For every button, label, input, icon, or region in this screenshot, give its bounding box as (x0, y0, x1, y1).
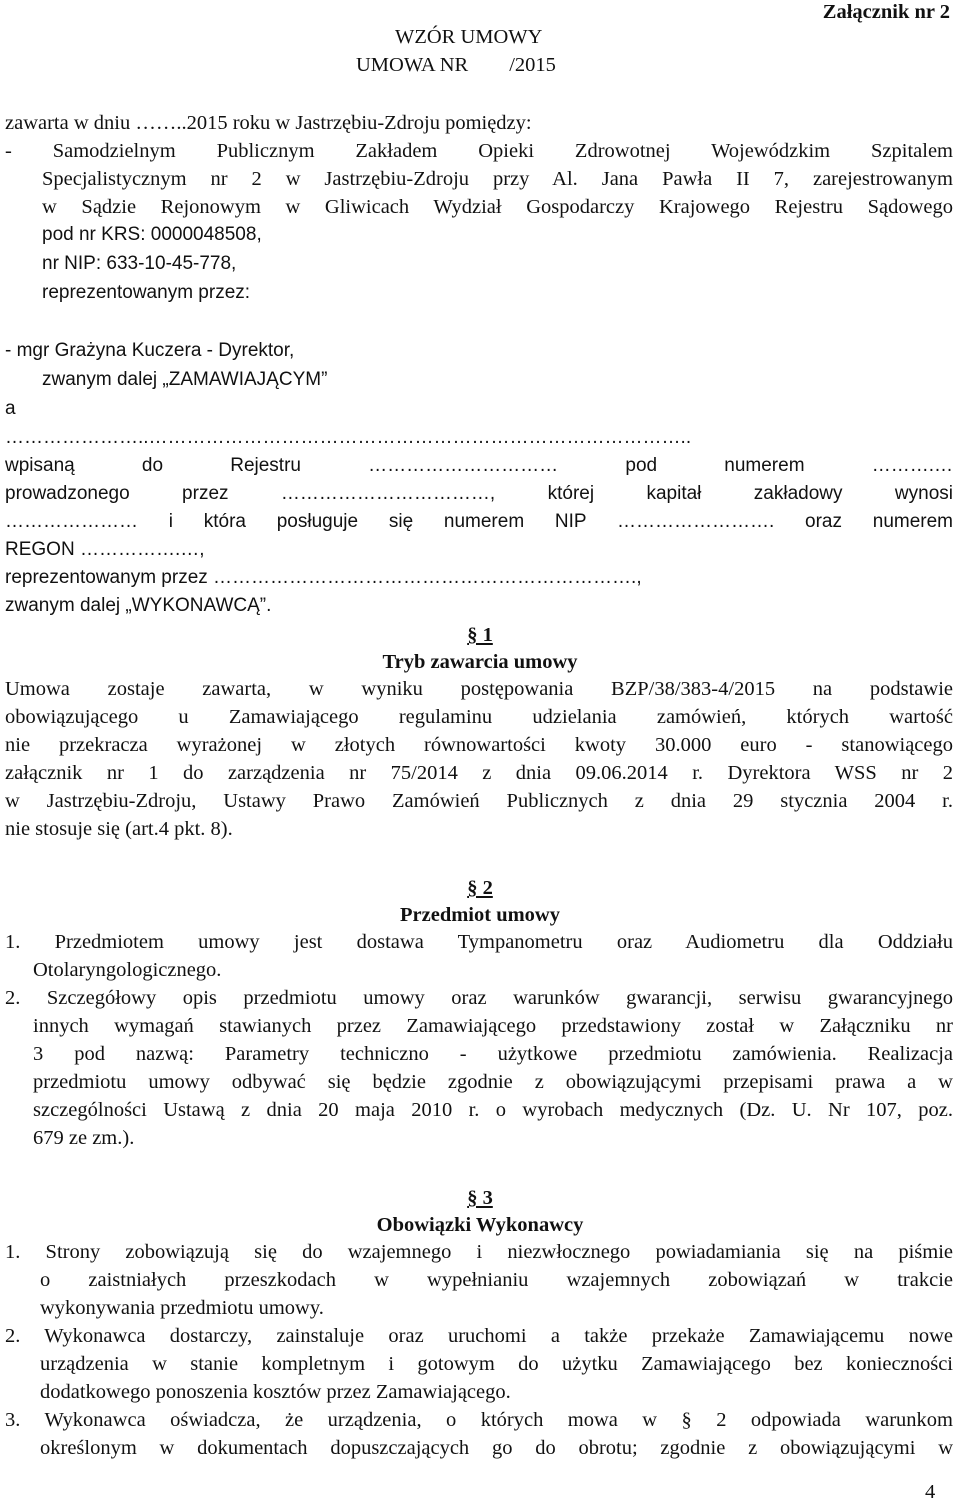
party-2-name-blank: …………………..………………………………………………………………………….. (5, 427, 692, 448)
section-2-line: 679 ze zm.). (33, 1127, 135, 1149)
section-3-line: 2. Wykonawca dostarczy, zainstaluje oraz uruchomi a także przekaże Zamawiającemu nowe (5, 1325, 953, 1347)
section-2-line: innych wymagań stawianych przez Zamawiającego przedstawiony został w Załączniku nr (33, 1015, 953, 1037)
party-1-nip: nr NIP: 633-10-45-778, (42, 253, 237, 274)
section-2-line: Otolaryngologicznego. (33, 959, 222, 981)
party-2-alias: zwanym dalej „WYKONAWCĄ”. (5, 595, 272, 616)
section-3-line: 3. Wykonawca oświadcza, że urządzenia, o których mowa w § 2 odpowiada warunkom (5, 1409, 953, 1431)
section-1-line: w Jastrzębiu-Zdroju, Ustawy Prawo Zamówień Publicznych z dnia 29 stycznia 2004 r. (5, 790, 953, 812)
section-3-line: określonym w dokumentach dopuszczających go do obrotu; zgodnie z obowiązującymi w (40, 1437, 953, 1459)
party-1-director: - mgr Grażyna Kuczera - Dyrektor, (5, 340, 295, 361)
section-3-line: dodatkowego ponoszenia kosztów przez Zamawiającego. (40, 1381, 511, 1403)
party-1-represented-by: reprezentowanym przez: (42, 282, 251, 303)
contract-date-line: zawarta w dniu ……..2015 roku w Jastrzębiu-Zdroju pomiędzy: (5, 112, 532, 134)
party-1-alias: zwanym dalej „ZAMAWIAJĄCYM” (42, 369, 328, 390)
party-2-regon: REGON …………….…, (5, 539, 205, 560)
party-2-represented-by: reprezentowanym przez …………………………………………………………., (5, 567, 642, 588)
section-3-line: o zaistniałych przeszkodach w wypełnianiu wzajemnych zobowiązań w trakcie (40, 1269, 953, 1291)
conjunction-a: a (5, 398, 16, 419)
section-1-line: Umowa zostaje zawarta, w wyniku postępowania BZP/38/383-4/2015 na podstawie (5, 678, 953, 700)
section-2-line: przedmiotu umowy odbywać się będzie zgodnie z obowiązującymi przepisami prawa a w (33, 1071, 953, 1093)
section-2-line: szczególności Ustawą z dnia 20 maja 2010 r. o wyrobach medycznych (Dz. U. Nr 107, poz. (33, 1099, 953, 1121)
section-2-line: 1. Przedmiotem umowy jest dostawa Tympanometru oraz Audiometru dla Oddziału (5, 931, 953, 953)
template-title: WZÓR UMOWY (395, 26, 543, 48)
section-3-line: 1. Strony zobowiązują się do wzajemnego i niezwłocznego powiadamiania się na piśmie (5, 1241, 953, 1263)
section-3-number: § 3 (467, 1187, 493, 1209)
party-1-krs: pod nr KRS: 0000048508, (42, 224, 262, 245)
party-2-register-line: wpisaną do Rejestru ………………………… pod numerem ……….… (5, 455, 953, 476)
party-2-court-line: prowadzonego przez ……………………………, której kapitał zakładowy wynosi (5, 483, 953, 504)
section-2-number: § 2 (467, 877, 493, 899)
section-3-line: urządzenia w stanie kompletnym i gotowym do użytku Zamawiającego bez konieczności (40, 1353, 953, 1375)
party-1-name-line: - Samodzielnym Publicznym Zakładem Opieki Zdrowotnej Wojewódzkim Szpitalem (5, 140, 953, 162)
contract-number: UMOWA NR /2015 (356, 54, 556, 76)
party-1-address-line: Specjalistycznym nr 2 w Jastrzębiu-Zdroju przy Al. Jana Pawła II 7, zarejestrowanym (42, 168, 953, 190)
party-1-court-line: w Sądzie Rejonowym w Gliwicach Wydział Gospodarczy Krajowego Rejestru Sądowego (42, 196, 953, 218)
section-3-line: wykonywania przedmiotu umowy. (40, 1297, 324, 1319)
section-2-title: Przedmiot umowy (400, 904, 560, 926)
section-1-line: nie stosuje się (art.4 pkt. 8). (5, 818, 233, 840)
section-3-title: Obowiązki Wykonawcy (376, 1214, 584, 1236)
section-1-line: nie przekracza wyrażonej w złotych równowartości kwoty 30.000 euro - stanowiącego (5, 734, 953, 756)
section-1-line: obowiązującego u Zamawiającego regulaminu udzielania zamówień, których wartość (5, 706, 953, 728)
party-2-nip-line: ………………… i która posługuje się numerem NIP ……………………. oraz numerem (5, 511, 953, 532)
section-2-line: 2. Szczegółowy opis przedmiotu umowy oraz warunków gwarancji, serwisu gwarancyjnego (5, 987, 953, 1009)
section-2-line: 3 pod nazwą: Parametry techniczno - użytkowe przedmiotu zamówienia. Realizacja (33, 1043, 953, 1065)
page-number: 4 (925, 1481, 936, 1503)
section-1-line: załącznik nr 1 do zarządzenia nr 75/2014 z dnia 09.06.2014 r. Dyrektora WSS nr 2 (5, 762, 953, 784)
section-1-number: § 1 (467, 624, 493, 646)
section-1-title: Tryb zawarcia umowy (382, 651, 578, 673)
attachment-label: Załącznik nr 2 (822, 1, 950, 23)
